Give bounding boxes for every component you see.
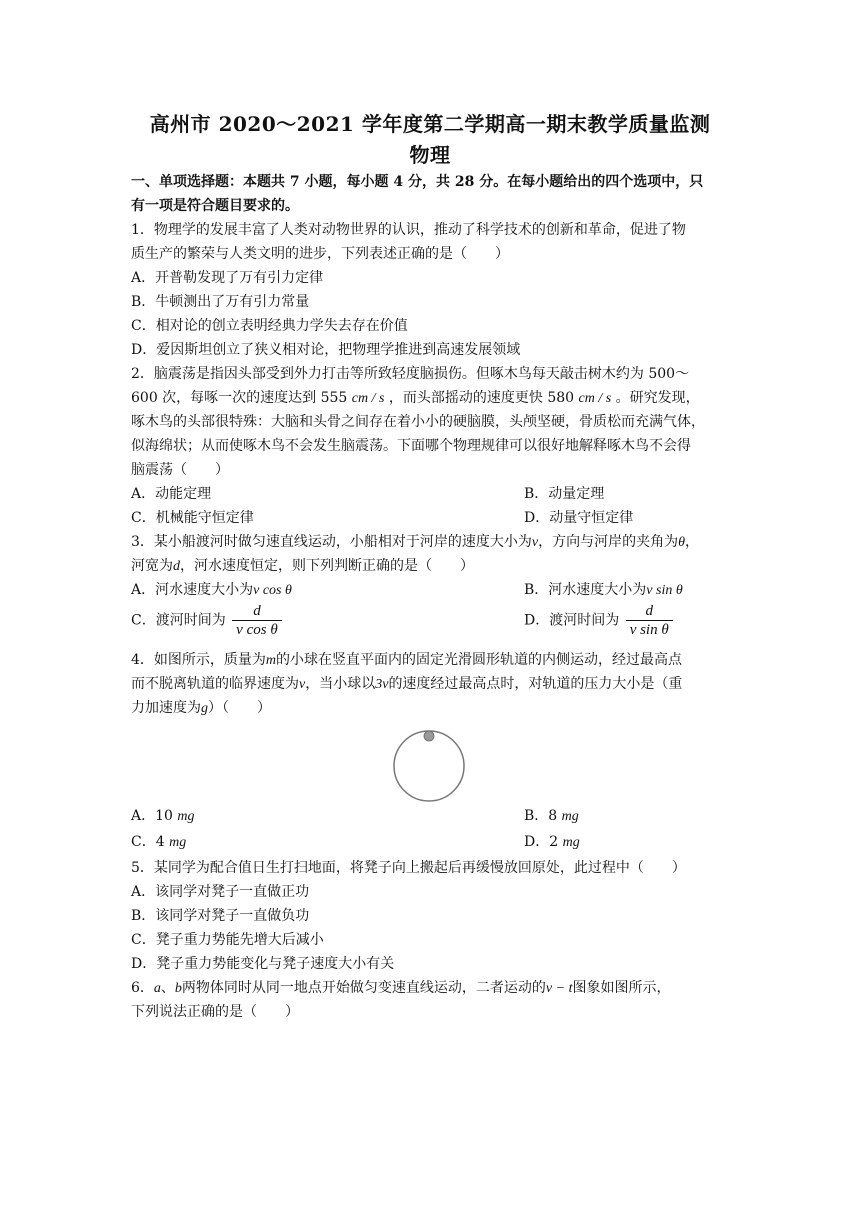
q2-unit-cm-s-2: cm / s [578, 391, 612, 406]
q3-option-a-label: A．河水速度大小为 [131, 582, 254, 598]
q4-var-g: g [201, 701, 208, 716]
q3-option-b-label: B．河水速度大小为 [524, 582, 647, 598]
q2-stem-line2-part3: 。研究发现， [615, 390, 700, 406]
q3-var-theta: θ [678, 535, 686, 550]
q3-option-c [131, 602, 282, 639]
q4-option-d-mg: mg [562, 835, 580, 850]
q2-option-b: B．动量定理 [524, 486, 605, 502]
q3-var-d: d [173, 559, 180, 574]
ball [424, 731, 434, 741]
q5-option-a: A．该同学对凳子一直做正功 [131, 884, 310, 900]
q3-stem-line1 [131, 532, 699, 553]
q4-option-a-mg: mg [177, 809, 195, 824]
q4-var-3v: 3v [375, 677, 389, 692]
q3-stem-text3: ， [685, 534, 700, 550]
q3-option-a [131, 580, 292, 601]
q2-option-a: A．动能定理 [131, 486, 212, 502]
q3-option-d [524, 602, 673, 639]
q3-option-c-denominator: v cos θ [236, 622, 278, 638]
q4-option-b-mg: mg [561, 809, 579, 824]
subject-title: 物理 [409, 143, 451, 167]
q4-option-a-label: A．10 [131, 808, 173, 824]
q4-stem-text2: 的小球在竖直平面内的固定光滑圆形轨道的内侧运动，经过最高点 [276, 652, 683, 668]
q2-stem-line3: 啄木鸟的头部很特殊：大脑和头骨之间存在着小小的硬脑膜，头颅坚硬，骨质松而充满气体， [131, 414, 705, 430]
q4-var-v: v [299, 677, 306, 692]
exam-title: 高州市 2020～2021 学年度第二学期高一期末教学质量监测 [149, 112, 711, 136]
q3-option-c-numerator: d [232, 602, 282, 621]
q2-option-d: D．动量守恒定律 [524, 510, 634, 526]
q2-option-c: C．机械能守恒定律 [131, 510, 254, 526]
q3-option-c-label: C．渡河时间为 [131, 612, 226, 629]
q6-stem-line1 [131, 978, 670, 999]
q2-stem-line2-part1: 600 次，每啄一次的速度达到 555 [131, 390, 348, 406]
q3-option-b-expr: v sin θ [646, 583, 683, 598]
q5-stem: 5．某同学为配合值日生打扫地面，将凳子向上搬起后再缓慢放回原处，此过程中（ ） [131, 860, 686, 876]
q4-option-b [524, 806, 579, 827]
q1-option-a: A．开普勒发现了万有引力定律 [131, 270, 324, 286]
q6-var-a: a [153, 981, 161, 996]
q4-stem-line1 [131, 650, 682, 671]
q3-option-c-fraction [232, 602, 282, 639]
q3-stem-text5: ，河水速度恒定，则下列判断正确的是（ ） [180, 558, 474, 574]
q5-option-c: C．凳子重力势能先增大后减小 [131, 932, 324, 948]
q5-option-d: D．凳子重力势能变化与凳子速度大小有关 [131, 956, 395, 972]
q2-stem-line4: 似海绵状；从而使啄木鸟不会发生脑震荡。下面哪个物理规律可以很好地解释啄木鸟不会得 [131, 438, 691, 454]
q4-stem-text7: ）（ ） [208, 700, 271, 716]
section-heading-line1: 一、单项选择题：本题共 7 小题，每小题 4 分，共 28 分。在每小题给出的四个选项中，只 [131, 174, 704, 190]
q4-stem-line3 [131, 698, 271, 719]
q6-var-b: b [174, 981, 182, 996]
q3-option-d-label: D．渡河时间为 [524, 612, 620, 629]
q6-number: 6． [131, 980, 154, 996]
q3-option-d-fraction [626, 602, 673, 639]
q6-stem-text2: 图象如图所示， [572, 980, 671, 996]
q4-var-m: m [265, 653, 277, 668]
q3-stem-text4: 河宽为 [131, 558, 173, 574]
q6-separator: 、 [160, 980, 175, 996]
circular-track-figure [391, 724, 471, 804]
q2-stem-line1: 2．脑震荡是指因头部受到外力打击等所致轻度脑损伤。但啄木鸟每天敲击树木约为 500～ [131, 366, 690, 382]
q1-stem-line2: 质生产的繁荣与人类文明的进步，下列表述正确的是（ ） [131, 246, 509, 262]
q2-unit-cm-s-1: cm / s [351, 391, 385, 406]
q3-option-b [524, 580, 683, 601]
circular-track [394, 731, 464, 801]
q3-option-d-denominator: v sin θ [629, 622, 669, 638]
q3-option-d-numerator: d [626, 602, 673, 621]
q4-option-a [131, 806, 195, 827]
q2-stem-line5: 脑震荡（ ） [131, 462, 229, 478]
q4-stem-text1: 4．如图所示，质量为 [131, 652, 266, 668]
q4-stem-text5: 的速度经过最高点时，对轨道的压力大小是（重 [388, 676, 683, 692]
q3-stem-text2: ，方向与河岸的夹角为 [538, 534, 679, 550]
q3-stem-line2 [131, 556, 474, 577]
q4-option-d-label: D．2 [524, 834, 559, 850]
q4-option-b-label: B．8 [524, 808, 558, 824]
q4-stem-text6: 力加速度为 [131, 700, 201, 716]
section-heading-line2: 有一项是符合题目要求的。 [131, 198, 299, 214]
q4-stem-text4: ，当小球以 [305, 676, 376, 692]
q5-option-b: B．该同学对凳子一直做负功 [131, 908, 310, 924]
q1-option-d: D．爱因斯坦创立了狭义相对论，把物理学推进到高速发展领域 [131, 342, 521, 358]
q4-option-c-label: C．4 [131, 834, 165, 850]
q1-option-c: C．相对论的创立表明经典力学失去存在价值 [131, 318, 408, 334]
q1-option-b: B．牛顿测出了万有引力常量 [131, 294, 310, 310]
q3-stem-text1: 3．某小船渡河时做匀速直线运动，小船相对于河岸的速度大小为 [131, 534, 532, 550]
q6-var-vt: v − t [545, 981, 573, 996]
q2-stem-line2-part2: ，而头部摇动的速度更快 580 [388, 390, 575, 406]
q4-option-c-mg: mg [169, 835, 187, 850]
q4-stem-line2 [131, 674, 682, 695]
q4-option-d [524, 832, 580, 853]
q4-stem-text3: 而不脱离轨道的临界速度为 [131, 676, 299, 692]
q1-stem-line1: 1．物理学的发展丰富了人类对动物世界的认识，推动了科学技术的创新和革命，促进了物 [131, 222, 686, 238]
q3-var-v: v [531, 535, 539, 550]
q6-stem-text1: 两物体同时从同一地点开始做匀变速直线运动，二者运动的 [181, 980, 546, 996]
q3-option-a-expr: v cos θ [253, 583, 292, 598]
q4-option-c [131, 832, 186, 853]
q6-stem-line2: 下列说法正确的是（ ） [131, 1004, 299, 1020]
q2-stem-line2 [131, 388, 700, 409]
